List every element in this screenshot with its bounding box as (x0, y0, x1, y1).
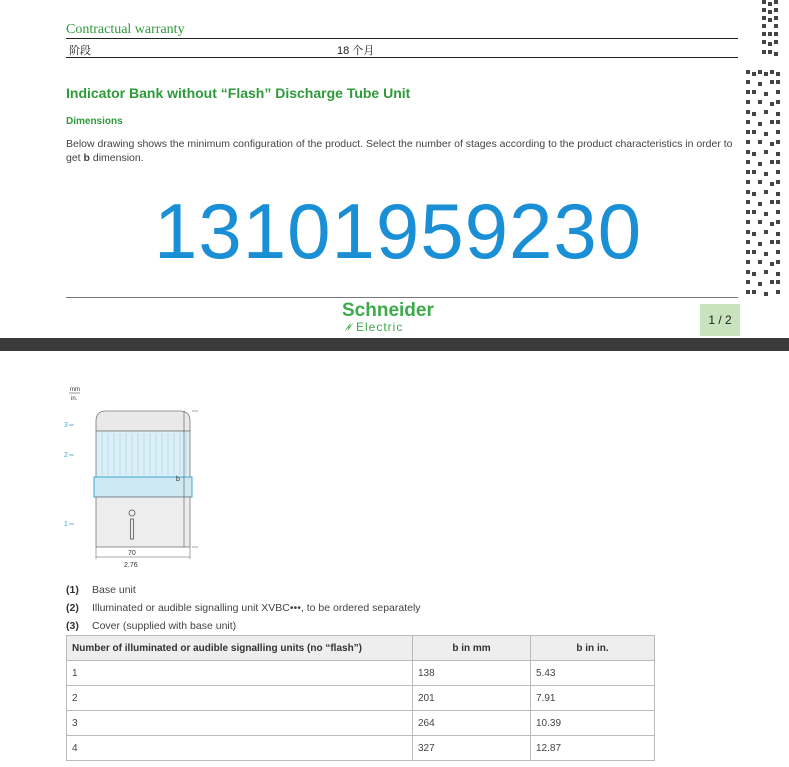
cover-part (96, 411, 190, 431)
callout-3: 3 (64, 422, 68, 429)
table-cell: 264 (413, 711, 531, 736)
legend-item (66, 602, 421, 620)
legend-number: (1) (66, 584, 79, 596)
legend-number: (3) (66, 620, 79, 632)
table-cell: 138 (413, 661, 531, 686)
legend-text: Cover (supplied with base unit) (92, 620, 237, 632)
table-row (67, 711, 655, 736)
table-row (67, 686, 655, 711)
page-one (0, 0, 789, 338)
base-unit-part (96, 497, 190, 547)
table-cell: 201 (413, 686, 531, 711)
section-title: Contractual warranty (66, 22, 185, 37)
legend-number: (2) (66, 602, 79, 614)
intro-text-2: dimension. (89, 152, 144, 164)
qr-code-icon (746, 0, 782, 300)
document-title: Indicator Bank without “Flash” Discharge Tube Unit (66, 85, 411, 101)
watermark-number: 13101959230 (154, 187, 643, 275)
table-cell: 12.87 (531, 736, 655, 761)
signalling-unit-part (96, 431, 190, 477)
table-cell: 327 (413, 736, 531, 761)
schneider-logo (342, 301, 452, 335)
legend-text: Illuminated or audible signalling unit XVBC•••, to be ordered separately (92, 602, 421, 614)
table-cell: 4 (67, 736, 413, 761)
width-mm-label: 70 (128, 550, 136, 557)
product-drawing (58, 381, 198, 577)
phase-label: 阶段 (69, 45, 91, 57)
logo-name: Schneider (342, 300, 434, 321)
table-cell: 5.43 (531, 661, 655, 686)
footer-rule (66, 297, 738, 298)
header-rule-bottom (66, 57, 738, 58)
legend-text: Base unit (92, 584, 136, 596)
phase-value: 18 个月 (337, 45, 375, 57)
callout-1: 1 (64, 521, 68, 528)
dimensions-heading: Dimensions (66, 116, 123, 127)
table-header-row (67, 636, 655, 661)
table-header: b in in. (531, 636, 655, 661)
table-cell: 3 (67, 711, 413, 736)
dimension-b-label: b (176, 476, 180, 483)
table-row (67, 661, 655, 686)
page-divider (0, 338, 789, 351)
table-cell: 2 (67, 686, 413, 711)
dimensions-table (66, 635, 655, 761)
legend-item (66, 584, 421, 602)
header-rule (66, 38, 738, 39)
table-header: b in mm (413, 636, 531, 661)
intro-paragraph (66, 137, 742, 165)
callout-2: 2 (64, 452, 68, 459)
table-cell: 7.91 (531, 686, 655, 711)
table-row (67, 736, 655, 761)
intro-bold: b (83, 152, 90, 164)
intro-text-1: Below drawing shows the minimum configuration of the product. Select the number of stages according to the product characteristics in order to get (66, 138, 733, 164)
units-top: mm (70, 387, 80, 393)
page-number-badge: 1 / 2 (700, 304, 740, 336)
units-bottom: in. (71, 396, 78, 402)
table-cell: 1 (67, 661, 413, 686)
width-in-label: 2.76 (124, 562, 138, 569)
logo-mark-icon (342, 320, 356, 334)
table-header: Number of illuminated or audible signalling units (no “flash”) (67, 636, 413, 661)
page-two (0, 351, 789, 767)
logo-sub: Electric (356, 320, 404, 334)
table-cell: 10.39 (531, 711, 655, 736)
legend (66, 584, 421, 638)
